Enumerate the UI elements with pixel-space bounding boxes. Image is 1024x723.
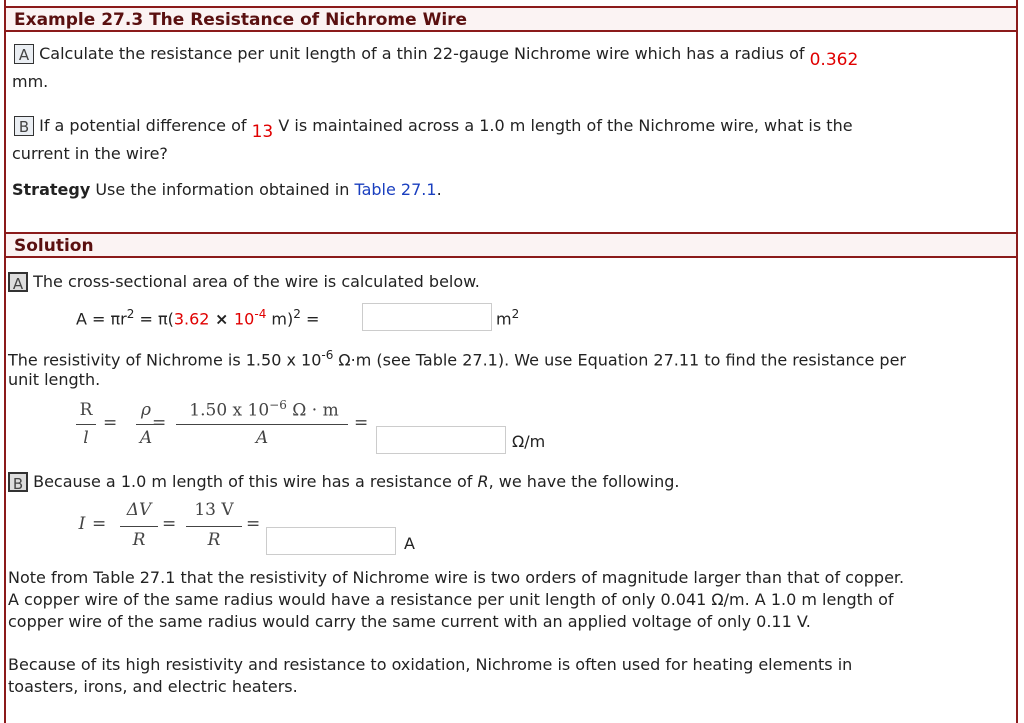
solution-header [6,232,1016,258]
area-exp-2: 2 [293,307,301,321]
area-times: × [209,309,234,329]
rho-numerator: ρ [141,400,151,420]
resistance-answer-input[interactable] [376,426,506,454]
eq-sign-2: = [152,413,167,433]
eq-sign-3: = [354,413,369,433]
solution-b-r: R [477,472,489,491]
v-numerator: 13 V [194,500,234,520]
strategy-text: Use the information obtained in [95,180,350,199]
eq-sign-5: = [162,514,177,534]
area-unit-m: m [496,309,512,329]
area-answer-input[interactable] [362,303,492,331]
solution-title: Solution [14,236,94,256]
part-a-unit: mm. [12,72,49,91]
v-denominator: R [207,530,221,550]
a-denominator: A [139,428,153,448]
note-line-3: copper wire of the same radius would carry the same current with an applied voltage of only 0.11 V. [8,612,811,631]
part-b-box: B [14,116,34,136]
area-eq-mid: = π( [134,309,174,329]
resistivity-line-2: unit length. [8,370,101,389]
part-a-question [14,44,859,70]
strategy-end: . [436,180,442,199]
solution-b-text-1: Because a 1.0 m length of this wire has a resistance of [33,472,473,491]
example-header [6,6,1016,32]
area-eq-left: A = πr [76,309,127,329]
resistivity-text-1: The resistivity of Nichrome is 1.50 x 10 [8,350,322,370]
dv-denominator: R [132,530,146,550]
area-pow-exp: -4 [254,307,267,321]
example-title: Example 27.3 The Resistance of Nichrome Wire [14,10,468,30]
resistivity-line-1 [8,348,906,369]
note-line-2: A copper wire of the same radius would have a resistance per unit length of only 0.041 Ω/m. A 1.0 m length of [8,590,894,609]
paragraph-line-1: Because of its high resistivity and resistance to oxidation, Nichrome is often used for heating elements in [8,655,853,674]
amp-unit: A [404,534,415,553]
solution-b-text-2: , we have the following. [488,472,680,491]
solution-b-line [8,472,680,492]
part-b-text-3: current in the wire? [12,144,168,163]
r-numerator: R [79,400,93,420]
area-eq-right: m) [266,309,294,329]
part-b-question [14,116,853,142]
part-b-text-1: If a potential difference of [39,116,247,135]
eq-sign-6: = [246,514,261,534]
area-exp-1: 2 [126,307,135,321]
value-denominator: A [255,428,269,448]
part-a-box: A [14,44,34,64]
eq-sign-4: = [92,514,107,534]
i-symbol: I [78,514,86,534]
solution-b-box: B [8,472,28,492]
radius-value: 0.362 [809,50,859,70]
area-pow-base: 10 [234,309,255,329]
strategy-line [12,180,442,199]
value-frac-bar [176,424,348,425]
part-a-text: Calculate the resistance per unit length of a thin 22-gauge Nichrome wire which has a radius of [39,44,805,63]
v-frac-bar [186,526,242,527]
voltage-value: 13 [251,122,274,142]
current-answer-input[interactable] [266,527,396,555]
value-num-base: 1.50 x 10 [189,400,270,421]
area-eq-end: = [300,309,320,329]
value-num-exp: −6 [269,398,287,412]
ohm-per-m-unit: Ω/m [512,432,546,451]
l-denominator: l [83,428,89,448]
part-b-text-2: V is maintained across a 1.0 m length of the Nichrome wire, what is the [278,116,853,135]
value-num-unit: Ω · m [286,400,339,421]
solution-a-box: A [8,272,28,292]
eq-sign-1: = [103,413,118,433]
solution-a-line [8,272,480,292]
value-numerator [176,398,352,421]
strategy-label: Strategy [12,180,91,199]
area-unit-exp: 2 [511,307,520,321]
area-radius-value: 3.62 [173,309,210,329]
note-line-1: Note from Table 27.1 that the resistivity of Nichrome wire is two orders of magnitude larger than that of copper. [8,568,905,587]
resistivity-exp: -6 [321,348,334,362]
area-equation [76,307,319,328]
resistivity-text-2: Ω·m (see Table 27.1). We use Equation 27.11 to find the resistance per [333,350,906,370]
paragraph-line-2: toasters, irons, and electric heaters. [8,677,298,696]
dv-numerator: ΔV [126,500,152,520]
r-frac-bar [76,424,96,425]
area-unit [496,307,519,328]
dv-frac-bar [120,526,158,527]
table-27-1-link[interactable]: Table 27.1 [354,180,437,199]
solution-a-text: The cross-sectional area of the wire is calculated below. [33,272,480,291]
